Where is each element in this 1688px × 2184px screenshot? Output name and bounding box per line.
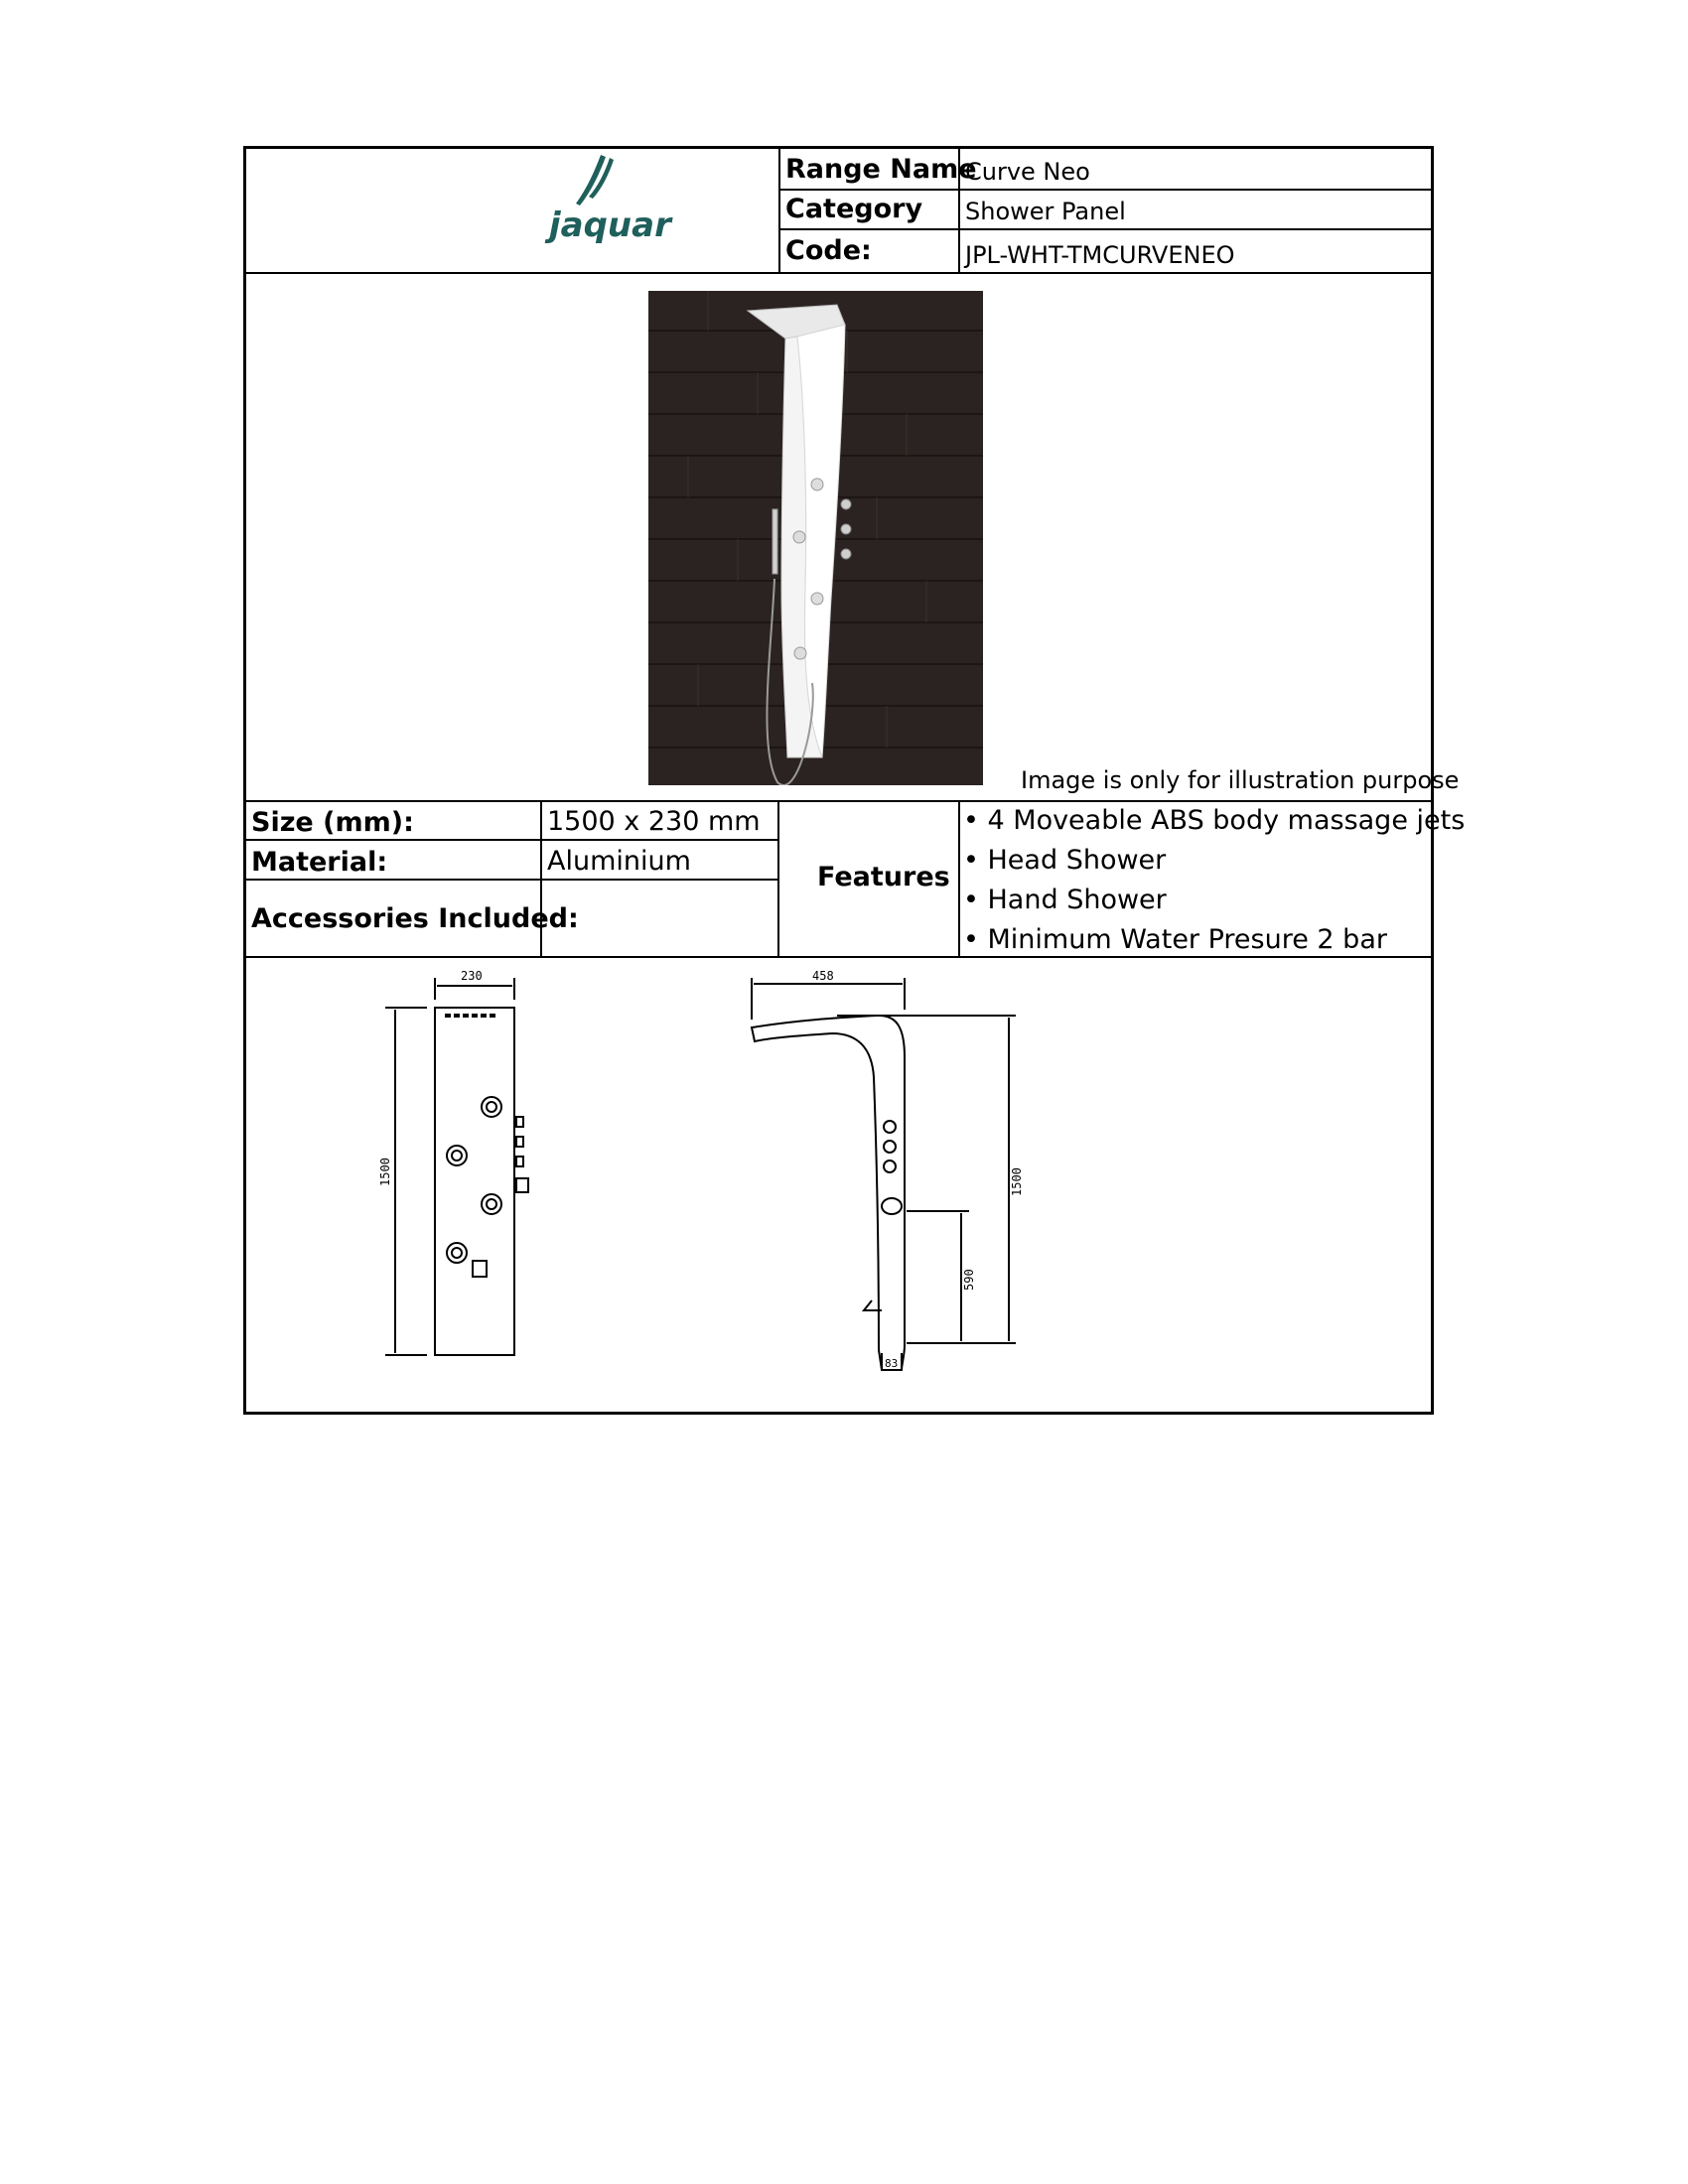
- jaquar-logo: [246, 149, 779, 273]
- dim-side-height: 1500: [1010, 1167, 1024, 1196]
- features-title: Features: [817, 862, 950, 892]
- product-photo: [648, 291, 983, 785]
- material-value: Aluminium: [547, 846, 691, 877]
- dim-side-lower: 590: [962, 1269, 976, 1291]
- logo-area: [246, 149, 779, 273]
- logo-wordmark: jaquar: [549, 205, 671, 245]
- range-name-label: Range Name: [785, 154, 977, 185]
- dim-front-height: 1500: [378, 1158, 392, 1186]
- dim-side-depth: 458: [812, 969, 834, 983]
- feature-item: • Hand Shower: [963, 885, 1167, 915]
- range-name-value: Curve Neo: [965, 158, 1090, 186]
- front-view-outline: [435, 1008, 514, 1355]
- code-label: Code:: [785, 235, 872, 266]
- feature-item: • 4 Moveable ABS body massage jets: [963, 805, 1466, 836]
- dim-side-base: 83: [885, 1357, 899, 1370]
- material-label: Material:: [251, 847, 388, 878]
- accessories-label: Accessories Included:: [251, 903, 579, 934]
- code-value: JPL-WHT-TMCURVENEO: [965, 241, 1235, 269]
- category-label: Category: [785, 194, 923, 224]
- product-sheet: [243, 146, 1466, 1415]
- size-label: Size (mm):: [251, 807, 414, 838]
- feature-item: • Head Shower: [963, 845, 1167, 876]
- dim-front-width: 230: [461, 969, 483, 983]
- feature-item: • Minimum Water Presure 2 bar: [963, 924, 1387, 955]
- image-note: Image is only for illustration purpose: [1021, 766, 1460, 794]
- technical-drawing: [246, 958, 1434, 1415]
- size-value: 1500 x 230 mm: [547, 806, 761, 837]
- side-view-outline: [752, 1016, 905, 1370]
- category-value: Shower Panel: [965, 198, 1126, 225]
